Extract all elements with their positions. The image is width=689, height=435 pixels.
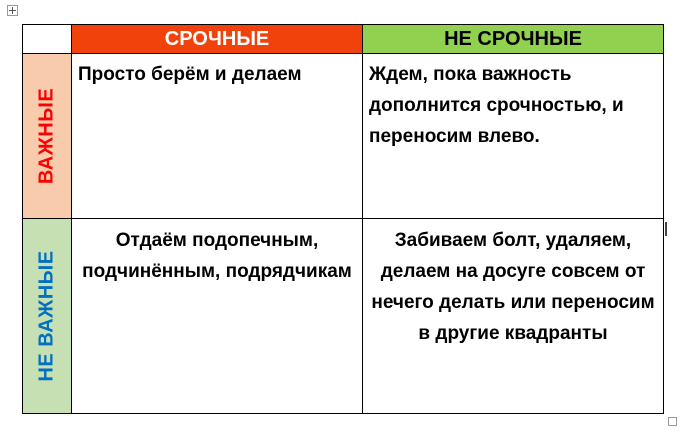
row-header-not-important[interactable] (23, 219, 72, 414)
cell-important-urgent[interactable] (72, 54, 363, 219)
cell-not-important-not-urgent-text: Забиваем болт, удаляем, делаем на досуге совсем от нечего делать или переносим в другие квадранты (371, 230, 655, 344)
cell-important-not-urgent-text: Ждем, пока важность дополнится срочностью, и переносим влево. (369, 64, 624, 147)
row-not-important-label: НЕ ВАЖНЫЕ (35, 250, 58, 382)
cell-important-not-urgent[interactable] (363, 54, 664, 219)
not-important-row (23, 219, 664, 414)
header-urgent[interactable] (72, 25, 363, 54)
row-important-label: ВАЖНЫЕ (35, 87, 58, 185)
important-row (23, 54, 664, 219)
header-not-urgent-label: НЕ СРОЧНЫЕ (444, 27, 582, 50)
header-urgent-label: СРОЧНЫЕ (164, 27, 270, 50)
cell-not-important-urgent-text: Отдаём подопечным, подчинённым, подрядчикам (82, 230, 352, 282)
row-header-important[interactable] (23, 54, 72, 219)
column-resize-marker[interactable] (665, 222, 667, 236)
header-not-urgent[interactable] (363, 25, 664, 54)
table-resize-handle-icon[interactable] (668, 417, 677, 426)
cell-important-urgent-text: Просто берём и делаем (78, 64, 302, 85)
corner-cell[interactable] (23, 25, 72, 54)
header-row (23, 25, 664, 54)
cell-not-important-not-urgent[interactable] (363, 219, 664, 414)
table-move-handle-icon[interactable] (7, 5, 18, 16)
cell-not-important-urgent[interactable] (72, 219, 363, 414)
eisenhower-matrix-table (22, 24, 664, 414)
